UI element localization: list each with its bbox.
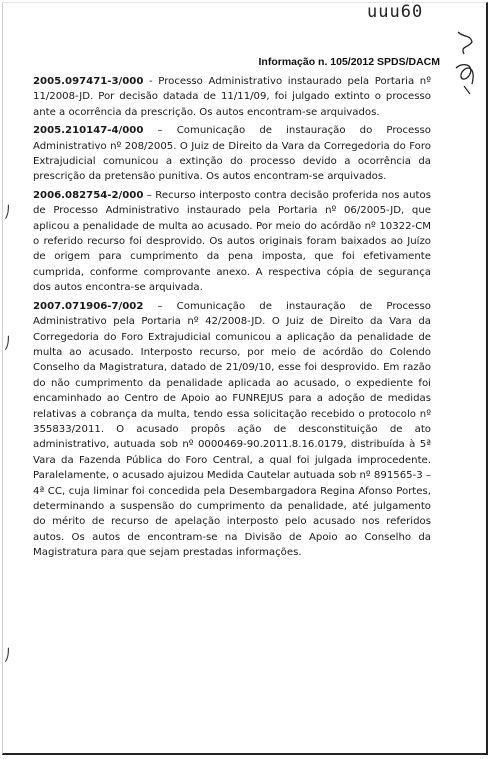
page-number-stamp: uuu60 [367, 2, 424, 22]
margin-mark: ⎠ [4, 336, 10, 350]
process-entry [33, 123, 431, 185]
margin-mark: ⎠ [4, 648, 10, 662]
margin-mark: ⎠ [4, 205, 10, 219]
process-description: – Recurso interposto contra decisão proferida nos autos de Processo Administrativo instaurado pela Portaria nº 06/2005-JD, que aplicou a penalidade de multa ao acusado. Por meio do acórdão nº 10322-CM o referido recurso foi desprovido. Os autos originais foram baixados ao Juízo de origem para cumprimento da pena imposta, que foi efetivamente cumprida, conforme comprovante anexo. A respectiva cópia de segurança dos autos encontra-se arquivada. [33, 189, 431, 294]
process-entry [33, 188, 431, 296]
process-number: 2005.210147-4/000 [33, 125, 144, 137]
process-number: 2005.097471-3/000 [33, 76, 144, 87]
handwritten-signature [450, 28, 480, 98]
process-description: - Processo Administrativo instaurado pela Portaria nº 11/2008-JD. Por decisão datada de 11/11/09, foi julgado extinto o processo ante a ocorrência da prescrição. Os autos encontram-se arquivados. [33, 76, 431, 118]
process-number: 2007.071906-7/002 [33, 300, 144, 312]
process-description: – Comunicação de instauração de Processo Administrativo pela Portaria nº 42/2008-JD. O Juiz de Direito da Vara da Corregedoria do Foro Extrajudicial comunicou a aplicação da penalidade de multa ao acusado. Interposto recurso, por meio de acórdão do Colendo Conselho da Magistratura, datado de 21/09/10, esse foi desprovido. Em razão do não cumprimento da penalidade aplicada ao acusado, o expediente foi encaminhado ao Centro de Apoio ao FUNREJUS para a adoção de medidas relativas a cobrança da multa, tendo essa solicitação recebido o protocolo nº 355833/2011. O acusado propôs ação de desconstituição de ato administrativo, autuada sob nº 0000469-90.2011.8.16.0179, distribuída à 5ª Vara da Fazenda Pública do Foro Central, a qual foi julgada improcedente. Paralelamente, o acusado ajuizou Medida Cautelar autuada sob nº 891565-3 – 4ª CC, cuja liminar foi concedida pela Desembargadora Regina Afonso Portes, determinando a suspensão do cumprimento da penalidade, até julgamento do mérito de recurso de apelação interposto pelo acusado nos referidos autos. Os autos de encontram-se na Divisão de Apoio ao Conselho da Magistratura para que sejam prestadas informações. [33, 300, 431, 559]
process-description: – Comunicação de instauração do Processo Administrativo nº 208/2005. O Juiz de Direito da Vara da Corregedoria do Foro Extrajudicial comunicou a extinção do processo devido a ocorrência da prescrição da pretensão punitiva. Os autos encontram-se arquivados. [33, 125, 431, 183]
document-body [33, 74, 431, 564]
process-entry [33, 299, 431, 561]
document-reference: Informação n. 105/2012 SPDS/DACM [258, 56, 440, 68]
process-entry [33, 74, 431, 120]
process-number: 2006.082754-2/000 [33, 189, 144, 201]
